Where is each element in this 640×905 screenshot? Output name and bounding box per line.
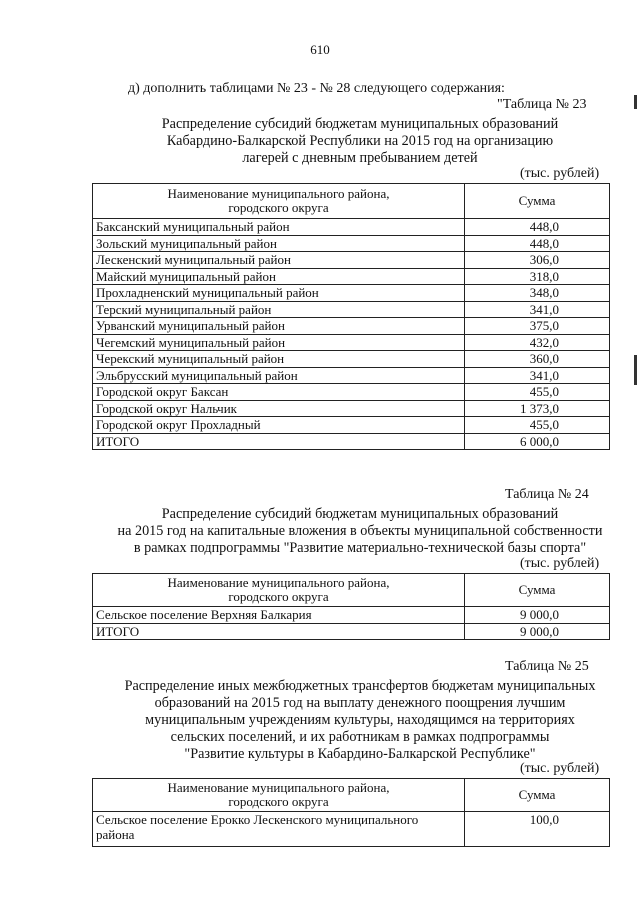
table-row xyxy=(93,812,610,847)
row-name: Городской округ Нальчик xyxy=(93,400,465,417)
row-sum: 432,0 xyxy=(465,334,610,351)
table24-title-line: в рамках подпрограммы "Развитие материально-технической базы спорта" xyxy=(133,540,587,556)
table25-title-line: Распределение иных межбюджетных трансфертов бюджетам муниципальных xyxy=(124,678,596,694)
table24-units: (тыс. рублей) xyxy=(520,556,600,571)
row-name: Сельское поселение Верхняя Балкария xyxy=(93,607,465,624)
column-header-sum: Сумма xyxy=(465,184,610,219)
table-row xyxy=(93,252,610,269)
row-name: Эльбрусский муниципальный район xyxy=(93,367,465,384)
row-sum: 375,0 xyxy=(465,318,610,335)
page-number: 610 xyxy=(310,42,330,57)
table-row xyxy=(93,301,610,318)
table24-title-line: Распределение субсидий бюджетам муниципальных образований xyxy=(161,506,559,522)
row-name-line: Сельское поселение Ерокко Лескенского муниципального xyxy=(96,812,419,827)
row-sum: 100,0 xyxy=(465,812,610,847)
table24-title xyxy=(80,506,640,557)
table-header-row xyxy=(93,574,610,607)
table23-units: (тыс. рублей) xyxy=(520,166,600,181)
row-name: Городской округ Прохладный xyxy=(93,417,465,434)
column-header-line: городского округа xyxy=(228,589,329,604)
row-name: Терский муниципальный район xyxy=(93,301,465,318)
row-sum: 341,0 xyxy=(465,367,610,384)
row-sum: 348,0 xyxy=(465,285,610,302)
column-header-name xyxy=(93,574,465,607)
table-row xyxy=(93,367,610,384)
table25-label: Таблица № 25 xyxy=(505,659,589,674)
table-row xyxy=(93,607,610,624)
table24 xyxy=(92,573,610,640)
column-header-line: городского округа xyxy=(228,200,329,215)
row-name: ИТОГО xyxy=(93,433,465,450)
row-name: Лескенский муниципальный район xyxy=(93,252,465,269)
row-name: Городской округ Баксан xyxy=(93,384,465,401)
table25-title-line: сельских поселений, и их работникам в рамках подпрограммы xyxy=(170,729,550,745)
table-row xyxy=(93,285,610,302)
table23-title-line: Распределение субсидий бюджетам муниципальных образований xyxy=(161,116,559,132)
row-name: Прохладненский муниципальный район xyxy=(93,285,465,302)
row-sum: 9 000,0 xyxy=(465,623,610,640)
column-header-sum: Сумма xyxy=(465,779,610,812)
table25-title-line: муниципальным учреждениям культуры, находящимся на территориях xyxy=(145,712,575,728)
table-total-row xyxy=(93,433,610,450)
intro-text: д) дополнить таблицами № 23 - № 28 следующего содержания: xyxy=(128,81,505,96)
row-name: Черекский муниципальный район xyxy=(93,351,465,368)
row-sum: 6 000,0 xyxy=(465,433,610,450)
column-header-name xyxy=(93,779,465,812)
row-name xyxy=(93,812,465,847)
table25-units: (тыс. рублей) xyxy=(520,761,600,776)
table25-title-line: образований на 2015 год на выплату денежного поощрения лучшим xyxy=(154,695,566,711)
column-header-line: Наименование муниципального района, xyxy=(167,779,390,795)
row-sum: 360,0 xyxy=(465,351,610,368)
row-sum: 448,0 xyxy=(465,235,610,252)
column-header-line: городского округа xyxy=(228,794,329,809)
column-header-sum: Сумма xyxy=(465,574,610,607)
table-row xyxy=(93,219,610,236)
table-row xyxy=(93,384,610,401)
table23-title-line: Кабардино-Балкарской Республики на 2015 год на организацию xyxy=(166,133,554,149)
row-name: Баксанский муниципальный район xyxy=(93,219,465,236)
column-header-line: Наименование муниципального района, xyxy=(167,185,390,201)
row-name: Зольский муниципальный район xyxy=(93,235,465,252)
scan-edge-mark xyxy=(634,95,637,109)
row-name-line: района xyxy=(96,827,135,842)
table-row xyxy=(93,417,610,434)
table-row xyxy=(93,318,610,335)
table24-label: Таблица № 24 xyxy=(505,487,589,502)
row-sum: 455,0 xyxy=(465,417,610,434)
table25-title xyxy=(80,678,640,763)
row-sum: 306,0 xyxy=(465,252,610,269)
table-header-row xyxy=(93,184,610,219)
row-name: Урванский муниципальный район xyxy=(93,318,465,335)
table25-title-line: "Развитие культуры в Кабардино-Балкарской Республике" xyxy=(184,746,536,762)
row-sum: 9 000,0 xyxy=(465,607,610,624)
table23-label: "Таблица № 23 xyxy=(497,97,587,112)
row-name: Майский муниципальный район xyxy=(93,268,465,285)
table24-title-line: на 2015 год на капитальные вложения в объекты муниципальной собственности xyxy=(117,523,603,539)
row-sum: 448,0 xyxy=(465,219,610,236)
table-row xyxy=(93,268,610,285)
column-header-name xyxy=(93,184,465,219)
row-name: ИТОГО xyxy=(93,623,465,640)
table23-title xyxy=(80,116,640,167)
table-total-row xyxy=(93,623,610,640)
row-sum: 318,0 xyxy=(465,268,610,285)
table23-title-line: лагерей с дневным пребыванием детей xyxy=(242,150,478,166)
row-sum: 455,0 xyxy=(465,384,610,401)
table-row xyxy=(93,351,610,368)
table23 xyxy=(92,183,610,450)
table25 xyxy=(92,778,610,847)
row-sum: 1 373,0 xyxy=(465,400,610,417)
table-header-row xyxy=(93,779,610,812)
row-name: Чегемский муниципальный район xyxy=(93,334,465,351)
table-row xyxy=(93,400,610,417)
column-header-line: Наименование муниципального района, xyxy=(167,574,390,590)
table-row xyxy=(93,334,610,351)
row-sum: 341,0 xyxy=(465,301,610,318)
scan-edge-mark xyxy=(634,355,637,385)
table-row xyxy=(93,235,610,252)
